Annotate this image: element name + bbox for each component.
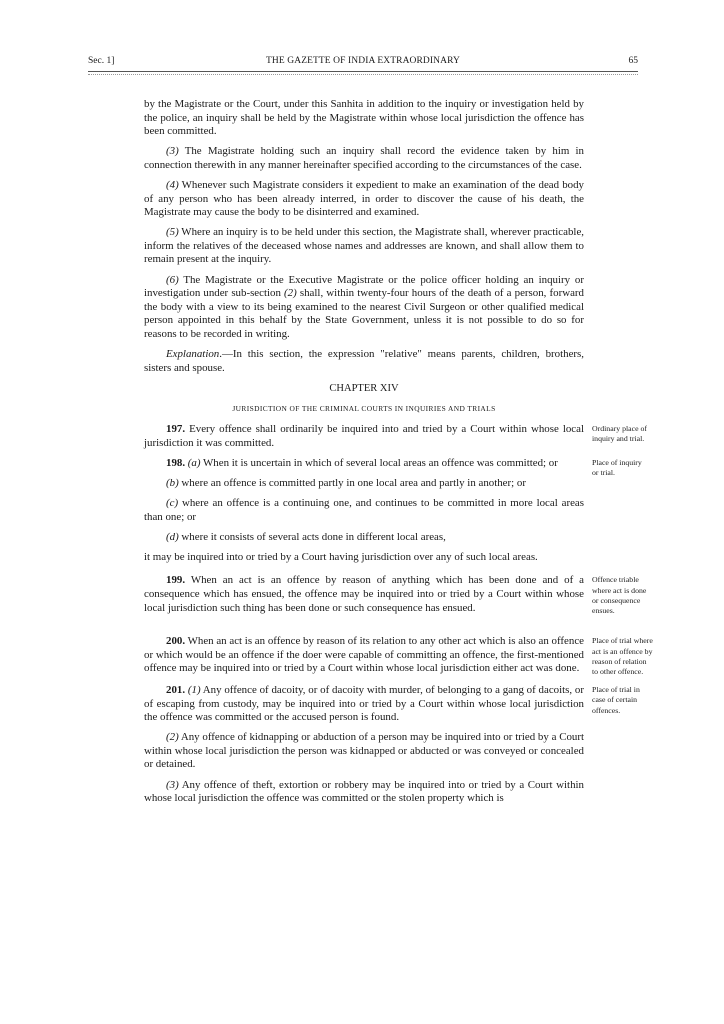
paragraph-text: The Magistrate holding such an inquiry shall record the evidence taken by him in connection therewith in any manner hereinafter specified according to the circumstances of the case. [144,145,584,171]
clause-b [144,477,584,491]
paragraph-continued: by the Magistrate or the Court, under this Sanhita in addition to the inquiry or investigation held by the police, an inquiry shall be held by the Magistrate within whose local jurisdiction the offence has been committed. [144,98,584,138]
subsection-number: (1) [187,684,201,696]
section-number: 201. [166,684,186,696]
page-header [88,44,638,70]
subsection-number: (3) [166,778,179,791]
subsection-3 [144,779,584,806]
explanation-paragraph [144,348,584,375]
clause-label: (c) [166,497,179,510]
section-body: When an act is an offence by reason of anything which has been done and of a consequence which has ensued, the offence may be inquired into or tried by a Court within whose local jurisdiction such thing has been done or such consequence has ensued. [144,574,584,614]
section-number: 199. [166,574,186,587]
subsection-number: (6) [166,273,179,286]
chapter-title: CHAPTER XIV [329,383,399,395]
paragraph-6 [144,274,584,342]
marginal-note: Place of inquiry or trial. [592,457,642,478]
section-text [144,457,584,471]
paragraph-3 [144,145,584,172]
clause-text: where an offence is a continuing one, and continues to be committed in more local areas than one; or [144,497,584,523]
clause-label: (a) [187,456,201,469]
subsection-number: (4) [166,178,179,191]
subsection-ref: (2) [284,287,297,300]
header-section-ref: Sec. 1] [88,56,115,66]
section-199 [144,574,647,616]
marginal-note: Offence triable where act is done or consequence ensues. [592,575,647,616]
clause-text: When it is uncertain in which of several local areas an offence was committed; or [200,456,558,469]
section-body: Every offence shall ordinarily be inquired into and tried by a Court within whose local jurisdiction it was committed. [144,423,584,449]
section-201 [144,684,640,806]
subsection-2 [144,731,584,772]
section-number: 200. [166,635,186,648]
section-text [144,635,584,676]
paragraph-text: Whenever such Magistrate considers it expedient to make an examination of the dead body of any person who has been already interred, in order to discover the cause of his death, the Magistrate may cause the body to be disinterred and examined. [144,178,584,219]
section-body: Any offence of dacoity, or of dacoity with murder, of belonging to a gang of dacoits, or of escaping from custody, may be inquired into or tried by a Court within whose local jurisdiction the offence was committed or the accused person is found. [144,684,584,724]
section-body: When an act is an offence by reason of its relation to any other act which is also an offence or which would be an offence if the doer were capable of committing an offence, the first-mentioned offence may be inquired into or tried by a Court within whose local jurisdiction either act was done. [144,635,584,675]
subsection-text: Any offence of kidnapping or abduction of a person may be inquired into or tried by a Court within whose local jurisdiction the person was kidnapped or abducted or was conveyed or concealed or detained. [144,731,584,771]
subsection-number: (5) [166,226,179,239]
paragraph-text: The Magistrate or the Executive Magistrate or the police officer holding an inquiry or investigation under sub-section [144,273,584,300]
section-text [144,423,584,450]
marginal-note: Ordinary place of inquiry and trial. [592,424,647,444]
header-gazette-title: THE GAZETTE OF INDIA EXTRAORDINARY [266,56,460,66]
header-rule-dotted [88,74,638,75]
clause-text: where it consists of several acts done in different local areas, [178,530,446,543]
section-number: 197. [166,423,186,436]
paragraph-5 [144,226,584,267]
marginal-note: Place of trial in case of certain offences. [592,685,640,715]
section-197 [144,423,647,450]
clause-d [144,531,584,545]
marginal-note: Place of trial where act is an offence by reason of relation to other offence. [592,636,653,677]
header-page-number: 65 [628,56,638,66]
section-text [144,684,584,725]
section-number: 198. [166,456,186,469]
section-200 [144,635,653,677]
explanation-label: Explanation [166,348,220,360]
paragraph-text: shall, within twenty-four hours of the death of a person, forward the body with a view to its being examined to the nearest Civil Surgeon or other qualified medical person appointed in this behalf by the State Government, unless it is not possible to do so for reasons to be recorded in writing. [144,287,584,340]
section-text [144,574,584,615]
paragraph-4 [144,179,584,220]
explanation-text: .—In this section, the expression "relative" means parents, children, brothers, sisters and spouse. [144,348,584,374]
clause-c [144,497,584,524]
paragraph-text: Where an inquiry is to be held under this section, the Magistrate shall, wherever practicable, inform the relatives of the deceased whose names and addresses are known, and shall allow them to remain present at the inquiry. [144,226,584,266]
subsection-number: (3) [166,145,179,158]
clause-label: (b) [166,476,179,489]
page-body [144,98,653,812]
header-rule [88,71,638,72]
clause-text: where an offence is committed partly in one local area and partly in another; or [178,476,526,489]
section-tail: it may be inquired into or tried by a Court having jurisdiction over any of such local areas. [144,550,538,563]
section-198 [144,456,642,565]
subsection-text: Any offence of theft, extortion or robbery may be inquired into or tried by a Court within whose local jurisdiction the offence was committed or the stolen property which is [144,778,584,805]
clause-label: (d) [166,530,179,543]
subsection-number: (2) [166,731,179,744]
chapter-subtitle: JURISDICTION OF THE CRIMINAL COURTS IN INQUIRIES AND TRIALS [232,404,496,414]
